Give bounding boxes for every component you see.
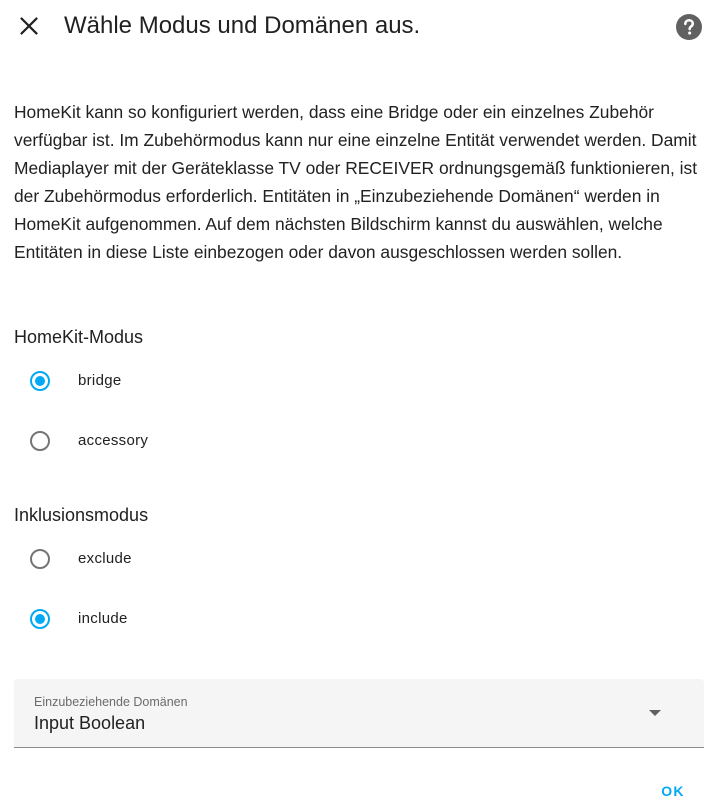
radio-accessory[interactable] [30,426,149,456]
radio-exclude[interactable] [30,544,132,574]
dialog-title: Wähle Modus und Domänen aus. [64,12,421,39]
radio-include[interactable] [30,604,128,634]
close-button[interactable] [13,10,45,42]
help-button[interactable] [675,13,703,41]
inclusion-mode-label: Inklusionsmodus [14,505,149,525]
radio-button-unchecked[interactable] [30,431,50,451]
help-circle-icon [676,14,702,40]
radio-button-checked[interactable] [30,371,50,391]
radio-button-checked[interactable] [30,609,50,629]
dialog-header [0,0,712,56]
description-text: HomeKit kann so konfiguriert werden, dass eine Bridge oder ein einzelnes Zubehör verfügbar ist. Im Zubehörmodus kann nur eine einzelne Entität verwendet werden. Damit Mediaplayer mit der Geräteklasse TV oder RECEIVER ordnungsgemäß funktionieren, ist der Zubehörmodus erforderlich. Entitäten in „Einzubeziehende Domänen“ werden in HomeKit aufgenommen. Auf dem nächsten Bildschirm kannst du auswählen, welche Entitäten in diese Liste einbezogen oder davon ausgeschlossen werden sollen. [14,102,698,262]
radio-label-include: include [78,610,128,627]
radio-label-bridge: bridge [78,372,122,389]
radio-label-exclude: exclude [78,550,132,567]
radio-button-unchecked[interactable] [30,549,50,569]
chevron-down-icon[interactable] [649,710,661,716]
radio-label-accessory: accessory [78,432,149,449]
domains-select-label: Einzubeziehende Domänen [34,695,188,709]
radio-bridge[interactable] [30,366,122,396]
domains-select[interactable] [14,679,704,748]
ok-button[interactable]: OK [661,783,685,799]
close-icon [18,15,40,37]
homekit-mode-label: HomeKit-Modus [14,327,144,347]
domains-select-value: Input Boolean [34,713,146,733]
